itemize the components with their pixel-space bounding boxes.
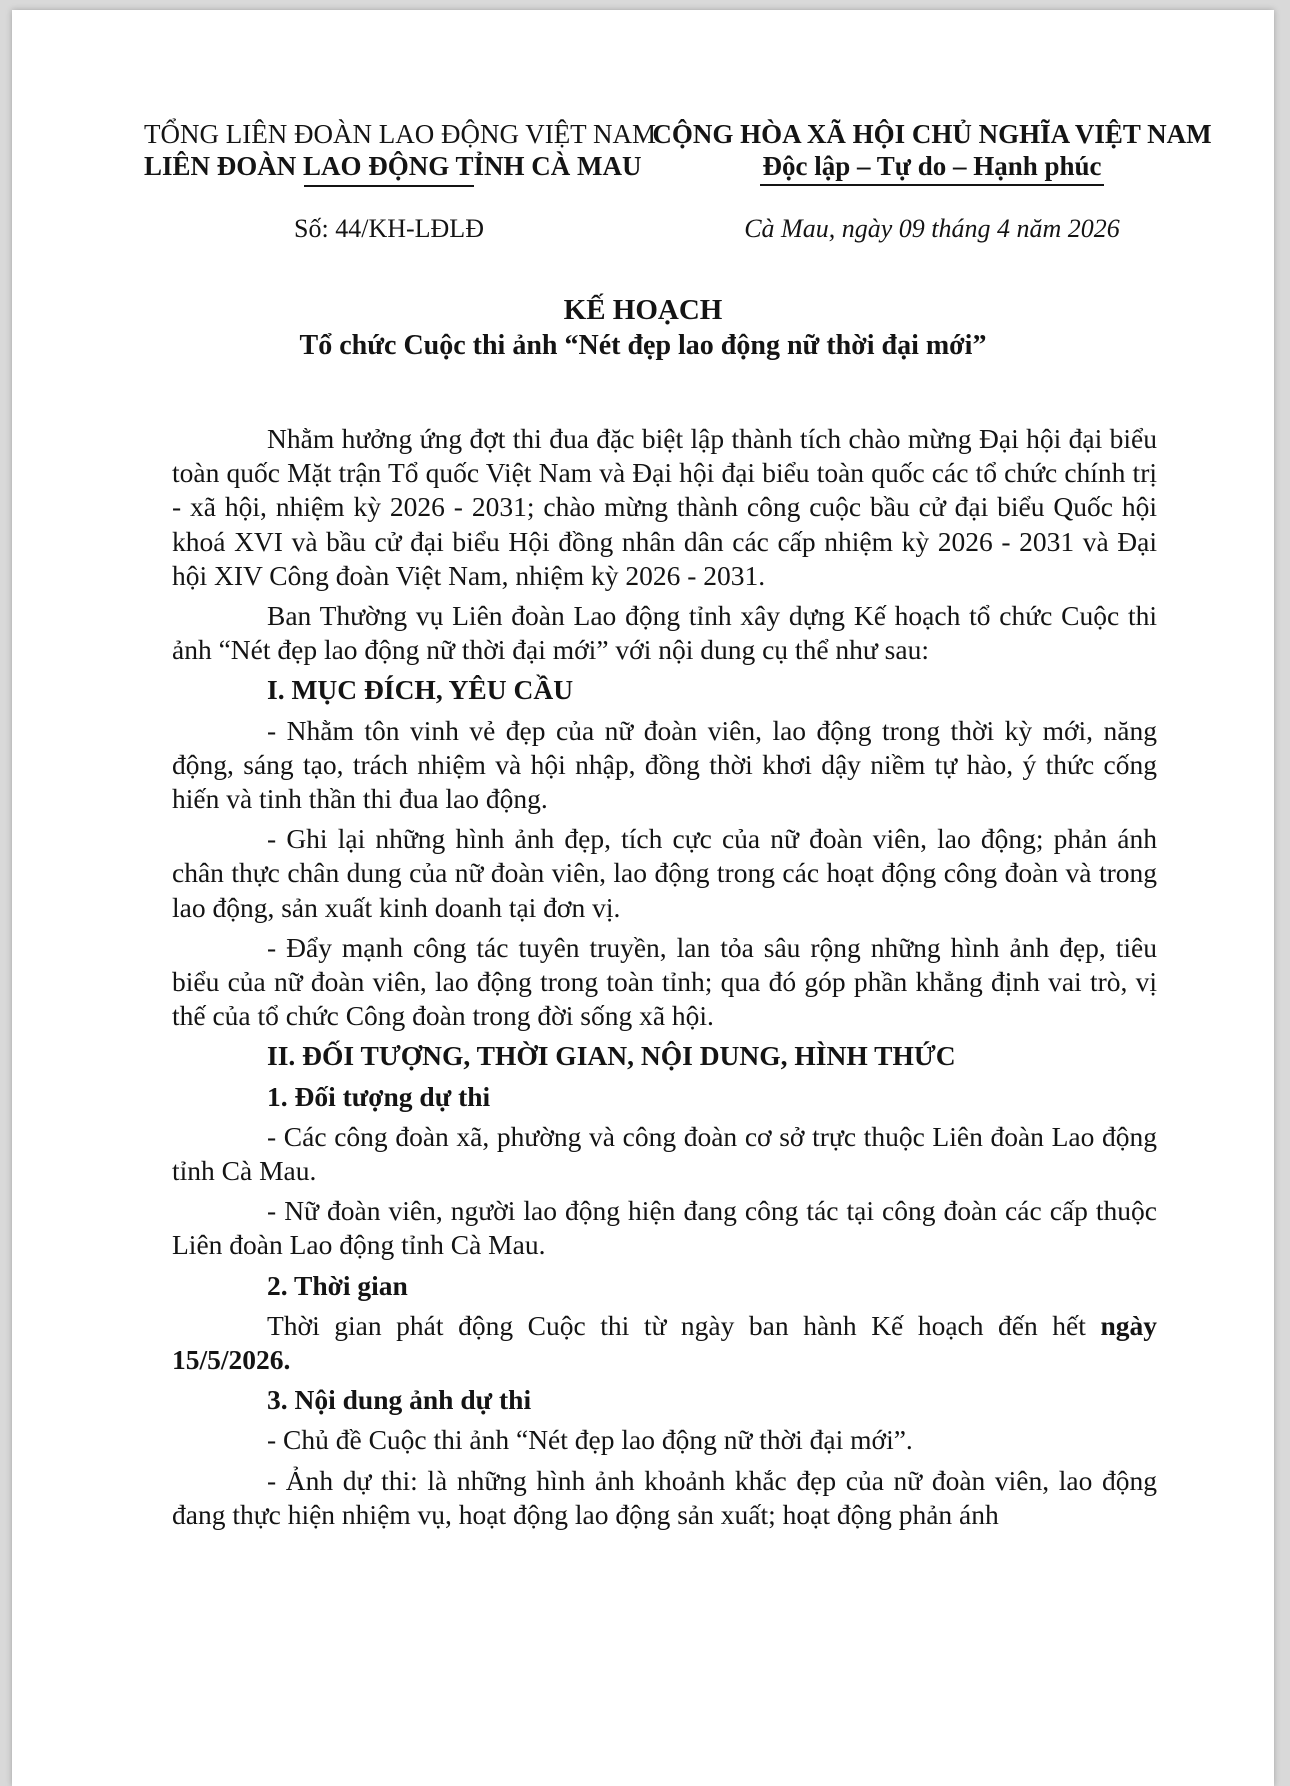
national-motto: Độc lập – Tự do – Hạnh phúc [760, 150, 1103, 186]
deadline-date: ngày 15/5/2026. [172, 1309, 1157, 1376]
parent-organization-name: TỔNG LIÊN ĐOÀN LAO ĐỘNG VIỆT NAM [144, 119, 656, 149]
document-page [12, 10, 1274, 1786]
issuing-organization [144, 118, 656, 187]
organization-name: LIÊN ĐOÀN LAO ĐỘNG TỈNH CÀ MAU [144, 151, 642, 181]
section-paragraph: - Các công đoàn xã, phường và công đoàn cơ sở trực thuộc Liên đoàn Lao động tỉnh Cà Mau. [172, 1120, 1157, 1187]
subsection-heading: 1. Đối tượng dự thi [267, 1080, 491, 1112]
subsection-heading: 2. Thời gian [267, 1269, 408, 1301]
document-header [12, 118, 1274, 258]
subsection-heading: 3. Nội dung ảnh dự thi [267, 1384, 532, 1416]
document-type: KẾ HOẠCH [563, 294, 723, 326]
document-date: Cà Mau, ngày 09 tháng 4 năm 2026 [744, 214, 1120, 243]
time-text: Thời gian phát động Cuộc thi từ ngày ban hành Kế hoạch đến hết [267, 1309, 1101, 1341]
section-heading: I. MỤC ĐÍCH, YÊU CẦU [267, 674, 574, 706]
section-paragraph: - Chủ đề Cuộc thi ảnh “Nét đẹp lao động nữ thời đại mới”. [267, 1424, 913, 1456]
nation-name: CỘNG HÒA XÃ HỘI CHỦ NGHĨA VIỆT NAM [652, 119, 1212, 149]
intro-paragraph: Ban Thường vụ Liên đoàn Lao động tỉnh xây dựng Kế hoạch tổ chức Cuộc thi ảnh “Nét đẹp lao động nữ thời đại mới” với nội dung cụ thể như sau: [172, 600, 1157, 666]
document-title-block [12, 292, 1274, 364]
intro-paragraph: Nhằm hưởng ứng đợt thi đua đặc biệt lập thành tích chào mừng Đại hội đại biểu toàn quốc Mặt trận Tổ quốc Việt Nam và Đại hội đại biểu toàn quốc các tổ chức chính trị - xã hội, nhiệm kỳ 2026 - 2031; chào mừng thành công cuộc bầu cử đại biểu Quốc hội khoá XVI và bầu cử đại biểu Hội đồng nhân dân các cấp nhiệm kỳ 2026 - 2031 và Đại hội XIV Công đoàn Việt Nam, nhiệm kỳ 2026 - 2031. [172, 423, 1157, 591]
section-paragraph: - Đẩy mạnh công tác tuyên truyền, lan tỏa sâu rộng những hình ảnh đẹp, tiêu biểu của nữ đoàn viên, lao động trong toàn tỉnh; qua đó góp phần khẳng định vai trò, vị thế của tổ chức Công đoàn trong đời sống xã hội. [172, 931, 1157, 1032]
document-body [172, 422, 1157, 1538]
section-paragraph: - Nhằm tôn vinh vẻ đẹp của nữ đoàn viên, lao động trong thời kỳ mới, năng động, sáng tạo, trách nhiệm và hội nhập, đồng thời khơi dậy niềm tự hào, ý thức cống hiến và tinh thần thi đua lao động. [172, 714, 1157, 815]
section-heading: II. ĐỐI TƯỢNG, THỜI GIAN, NỘI DUNG, HÌNH THỨC [267, 1040, 956, 1072]
section-paragraph [172, 1309, 1157, 1377]
section-paragraph: - Ảnh dự thi: là những hình ảnh khoảnh khắc đẹp của nữ đoàn viên, lao động đang thực hiện nhiệm vụ, hoạt động lao động sản xuất; hoạt động phản ánh [172, 1464, 1157, 1530]
section-paragraph: - Ghi lại những hình ảnh đẹp, tích cực của nữ đoàn viên, lao động; phản ánh chân thực chân dung của nữ đoàn viên, lao động trong các hoạt động công đoàn và trong lao động, sản xuất kinh doanh tại đơn vị. [172, 823, 1157, 923]
document-subject: Tổ chức Cuộc thi ảnh “Nét đẹp lao động nữ thời đại mới” [299, 330, 987, 361]
national-heading [652, 118, 1212, 186]
document-number: Số: 44/KH-LĐLĐ [294, 214, 484, 243]
organization-underline [304, 185, 474, 187]
section-paragraph: - Nữ đoàn viên, người lao động hiện đang công tác tại công đoàn các cấp thuộc Liên đoàn Lao động tỉnh Cà Mau. [172, 1195, 1157, 1261]
